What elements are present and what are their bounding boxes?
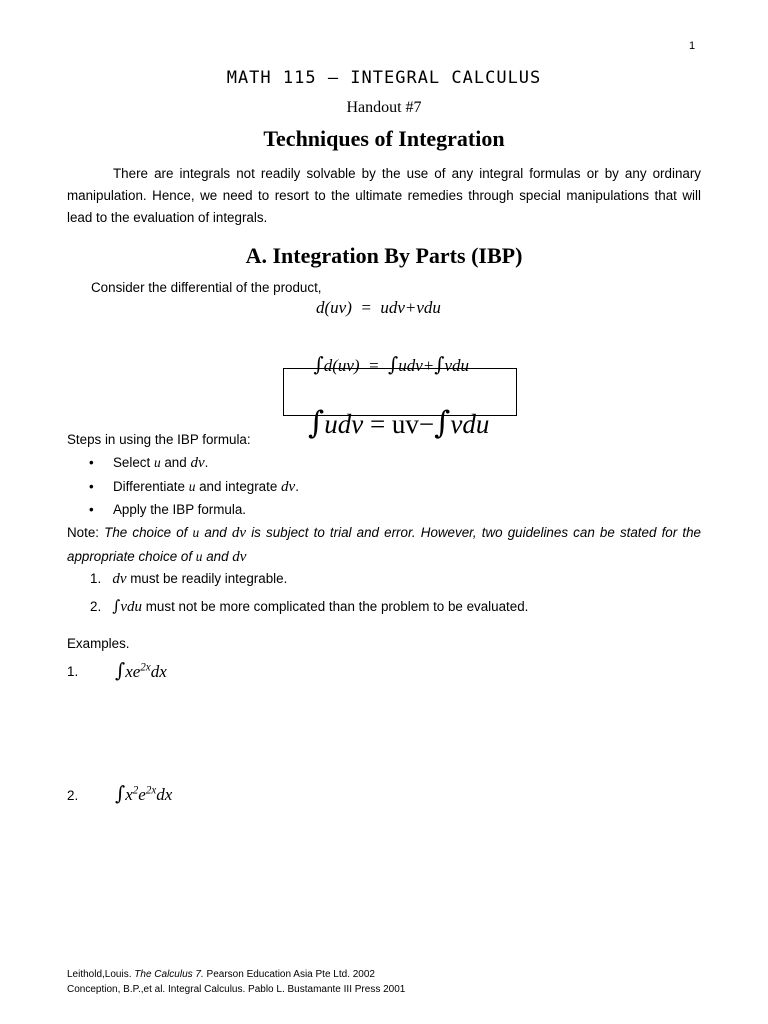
expr-exponent: 2 bbox=[132, 784, 139, 797]
guideline-number: 2. bbox=[90, 599, 102, 614]
course-title: MATH 115 – INTEGRAL CALCULUS bbox=[226, 68, 542, 88]
eq-part: udv+ bbox=[398, 356, 435, 375]
step-text: Select bbox=[113, 455, 154, 470]
guideline-text: must not be more complicated than the problem to be evaluated. bbox=[142, 599, 529, 614]
math-dv: dv bbox=[190, 455, 205, 471]
math-dv: dv bbox=[281, 479, 296, 495]
formula-uv: uv bbox=[391, 409, 419, 439]
note-text: and bbox=[199, 525, 232, 540]
bullet-icon: • bbox=[89, 479, 94, 494]
section-a-title: A. Integration By Parts (IBP) bbox=[245, 243, 523, 268]
guideline-2 bbox=[90, 597, 528, 616]
handout-label: Handout #7 bbox=[346, 99, 422, 116]
formula-lhs: udv bbox=[324, 409, 364, 439]
eq-part: d(uv) = bbox=[323, 356, 389, 375]
step-text: and bbox=[160, 455, 191, 470]
expr-exponent: 2x bbox=[145, 784, 157, 797]
page-number: 1 bbox=[689, 40, 696, 52]
example-1-integral bbox=[115, 659, 167, 682]
expr-exponent: 2x bbox=[140, 661, 151, 674]
reference-title: The Calculus 7. bbox=[134, 969, 204, 980]
reference-text: Leithold,Louis. bbox=[67, 969, 135, 980]
step-select bbox=[113, 455, 208, 472]
math-dv: dv bbox=[232, 549, 247, 565]
math-u: u bbox=[195, 549, 203, 564]
math-vdu: vdu bbox=[120, 599, 143, 615]
expr-base: e bbox=[138, 785, 146, 804]
consider-text: Consider the differential of the product, bbox=[91, 280, 322, 295]
examples-heading: Examples. bbox=[67, 636, 130, 651]
note-text: and bbox=[202, 549, 233, 564]
steps-heading: Steps in using the IBP formula: bbox=[67, 432, 251, 447]
expr-base: xe bbox=[125, 662, 141, 681]
note-text: is subject to trial and error. However, two guidelines can be stated for the appropriate choice of bbox=[67, 525, 701, 564]
example-2-integral bbox=[115, 782, 172, 805]
note-text: The choice of bbox=[104, 525, 193, 540]
reference-1 bbox=[67, 969, 375, 980]
step-text: and integrate bbox=[195, 479, 282, 494]
intro-paragraph: There are integrals not readily solvable by the use of any integral formulas or by any ordinary manipulation. Hence, we need to resort to the ultimate remedies through special manipulations that will lead to the evaluation of integrals. bbox=[67, 166, 701, 225]
step-apply: Apply the IBP formula. bbox=[113, 502, 246, 517]
integral-sign: ∫ bbox=[313, 353, 324, 376]
math-u: u bbox=[153, 455, 161, 470]
formula-rhs: vdu bbox=[450, 409, 490, 439]
integral-sign: ∫ bbox=[434, 353, 445, 376]
bullet-icon: • bbox=[89, 502, 94, 517]
step-text: . bbox=[295, 479, 299, 494]
math-u: u bbox=[188, 479, 196, 494]
step-differentiate bbox=[113, 479, 299, 496]
guideline-number: 1. bbox=[90, 571, 102, 586]
integral-sign: ∫ bbox=[112, 597, 121, 615]
step-text: . bbox=[204, 455, 209, 470]
reference-text: Pearson Education Asia Pte Ltd. 2002 bbox=[203, 969, 375, 980]
formula-equals: = bbox=[363, 409, 392, 439]
formula-minus: − bbox=[418, 409, 435, 439]
ibp-formula bbox=[293, 374, 489, 441]
example-number: 2. bbox=[67, 788, 79, 803]
integral-sign: ∫ bbox=[434, 405, 451, 441]
page-title: Techniques of Integration bbox=[263, 126, 505, 151]
bullet-icon: • bbox=[89, 455, 94, 470]
integral-sign: ∫ bbox=[308, 405, 325, 441]
math-dv: dv bbox=[112, 571, 127, 587]
product-differential-equation: d(uv) = udv+vdu bbox=[316, 298, 441, 317]
integral-sign: ∫ bbox=[115, 782, 126, 805]
math-u: u bbox=[192, 525, 200, 540]
expr-base: x bbox=[125, 785, 133, 804]
note-label: Note: bbox=[67, 525, 105, 540]
note-paragraph bbox=[67, 521, 701, 569]
eq-part: vdu bbox=[444, 356, 469, 375]
guideline-1 bbox=[90, 571, 287, 588]
math-dv: dv bbox=[231, 525, 247, 541]
reference-2: Conception, B.P.,et al. Integral Calculus. Pablo L. Bustamante III Press 2001 bbox=[67, 984, 406, 995]
integral-sign: ∫ bbox=[388, 353, 399, 376]
example-number: 1. bbox=[67, 664, 79, 679]
integral-sign: ∫ bbox=[115, 659, 126, 682]
guideline-text: must be readily integrable. bbox=[126, 571, 288, 586]
expr-tail: dx bbox=[150, 662, 167, 681]
step-text: Differentiate bbox=[113, 479, 189, 494]
expr-tail: dx bbox=[156, 785, 173, 804]
